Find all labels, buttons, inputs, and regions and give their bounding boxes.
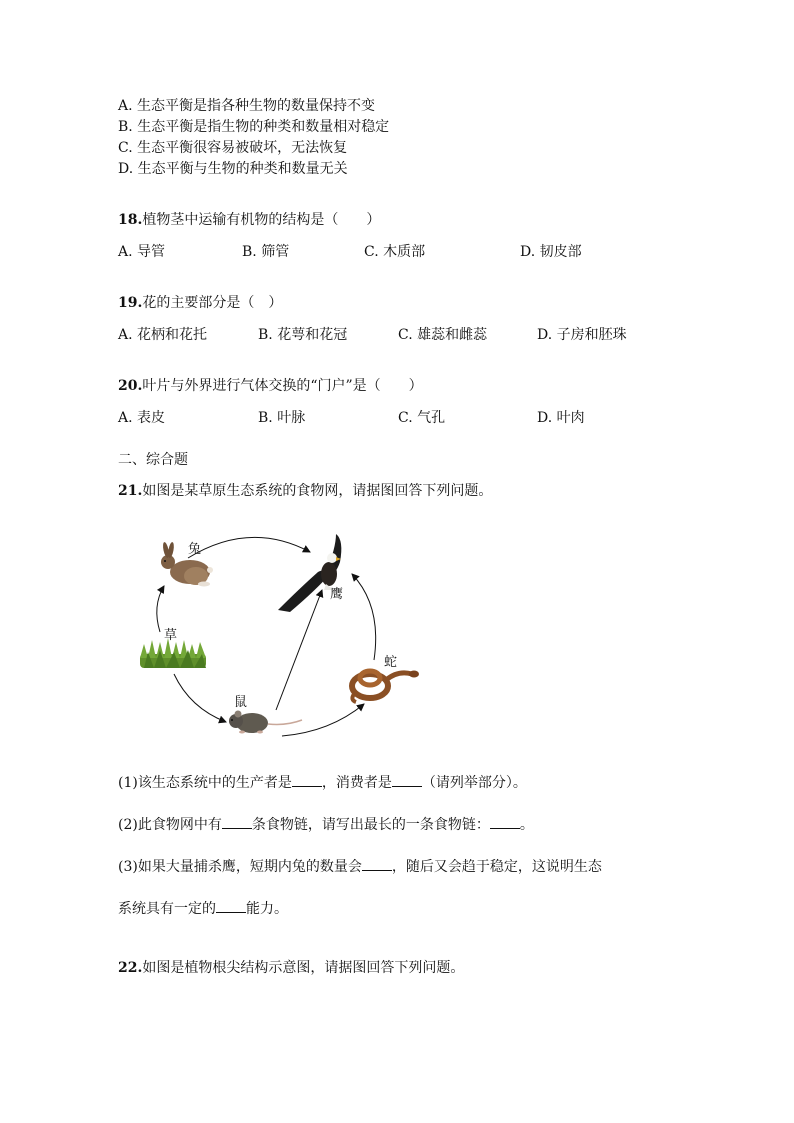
arrow-grass-to-mouse xyxy=(174,674,226,722)
arrow-snake-to-eagle xyxy=(352,574,376,660)
snake-icon xyxy=(352,671,419,703)
q20-text: 叶片与外界进行气体交换的“门户”是（ ） xyxy=(142,378,423,394)
q19-option-a: A. 花柄和花托 xyxy=(118,327,208,343)
q18-option-c: C. 木质部 xyxy=(364,244,426,260)
q21-sub3-cont xyxy=(118,898,288,919)
label-grass: 草 xyxy=(164,628,178,643)
q20-stem xyxy=(118,376,423,396)
answer-blank[interactable] xyxy=(392,772,422,787)
q17-option-d: D. 生态平衡与生物的种类和数量无关 xyxy=(118,161,348,177)
q18-option-a: A. 导管 xyxy=(118,244,166,260)
q19-number: 19. xyxy=(118,295,143,311)
q21-sub1 xyxy=(118,772,527,793)
q17-option-b: B. 生态平衡是指生物的种类和数量相对稳定 xyxy=(118,119,390,135)
q21-text: 如图是某草原生态系统的食物网，请据图回答下列问题。 xyxy=(142,483,493,499)
q18-stem xyxy=(118,210,380,230)
section-heading-comprehensive: 二、综合题 xyxy=(118,452,188,468)
mouse-icon xyxy=(229,711,302,734)
q18-option-b: B. 筛管 xyxy=(242,244,290,260)
q21-sub2-text-b: 条食物链，请写出最长的一条食物链： xyxy=(251,817,490,833)
q21-sub3 xyxy=(118,856,602,877)
q19-option-c: C. 雄蕊和雌蕊 xyxy=(398,327,488,343)
answer-blank[interactable] xyxy=(490,814,520,829)
q19-option-b: B. 花萼和花冠 xyxy=(258,327,348,343)
label-snake: 蛇 xyxy=(384,655,398,670)
q19-text: 花的主要部分是（ ） xyxy=(142,295,283,311)
q17-option-c: C. 生态平衡很容易被破坏，无法恢复 xyxy=(118,140,348,156)
q18-text: 植物茎中运输有机物的结构是（ ） xyxy=(142,212,381,228)
q21-sub2-text-a: (2)此食物网中有 xyxy=(118,817,222,833)
q21-sub3-text-a: (3)如果大量捕杀鹰，短期内兔的数量会 xyxy=(118,859,362,875)
q18-option-d: D. 韧皮部 xyxy=(520,244,582,260)
q18-number: 18. xyxy=(118,212,143,228)
q21-sub3-text-c: 系统具有一定的 xyxy=(118,901,216,917)
q21-sub3-text-d: 能力。 xyxy=(246,901,288,917)
answer-blank[interactable] xyxy=(222,814,252,829)
arrow-rabbit-to-eagle xyxy=(188,537,310,558)
q21-sub1-text-c: （请列举部分）。 xyxy=(421,775,527,791)
q21-sub1-text-a: (1)该生态系统中的生产者是 xyxy=(118,775,292,791)
q19-stem xyxy=(118,293,282,313)
answer-blank[interactable] xyxy=(216,898,246,913)
q20-option-b: B. 叶脉 xyxy=(258,410,306,426)
label-rabbit: 兔 xyxy=(188,542,202,557)
q22-text: 如图是植物根尖结构示意图，请据图回答下列问题。 xyxy=(142,960,465,976)
answer-blank[interactable] xyxy=(362,856,392,871)
q21-sub1-text-b: ，消费者是 xyxy=(321,775,392,791)
q22-stem xyxy=(118,958,464,978)
q21-stem xyxy=(118,481,492,501)
q17-option-a: A. 生态平衡是指各种生物的数量保持不变 xyxy=(118,98,376,114)
food-web-figure xyxy=(130,528,430,748)
q21-sub2 xyxy=(118,814,534,835)
q21-sub3-text-b: ，随后又会趋于稳定，这说明生态 xyxy=(391,859,602,875)
label-eagle: 鹰 xyxy=(330,587,344,602)
answer-blank[interactable] xyxy=(292,772,322,787)
q21-number: 21. xyxy=(118,483,143,499)
q21-sub2-text-c: 。 xyxy=(519,817,534,833)
arrow-grass-to-rabbit xyxy=(157,586,164,632)
label-mouse: 鼠 xyxy=(234,695,248,710)
q20-option-d: D. 叶肉 xyxy=(537,410,585,426)
q20-option-a: A. 表皮 xyxy=(118,410,166,426)
q19-option-d: D. 子房和胚珠 xyxy=(537,327,627,343)
arrow-mouse-to-snake xyxy=(282,704,364,736)
q20-option-c: C. 气孔 xyxy=(398,410,446,426)
q22-number: 22. xyxy=(118,960,143,976)
q20-number: 20. xyxy=(118,378,143,394)
